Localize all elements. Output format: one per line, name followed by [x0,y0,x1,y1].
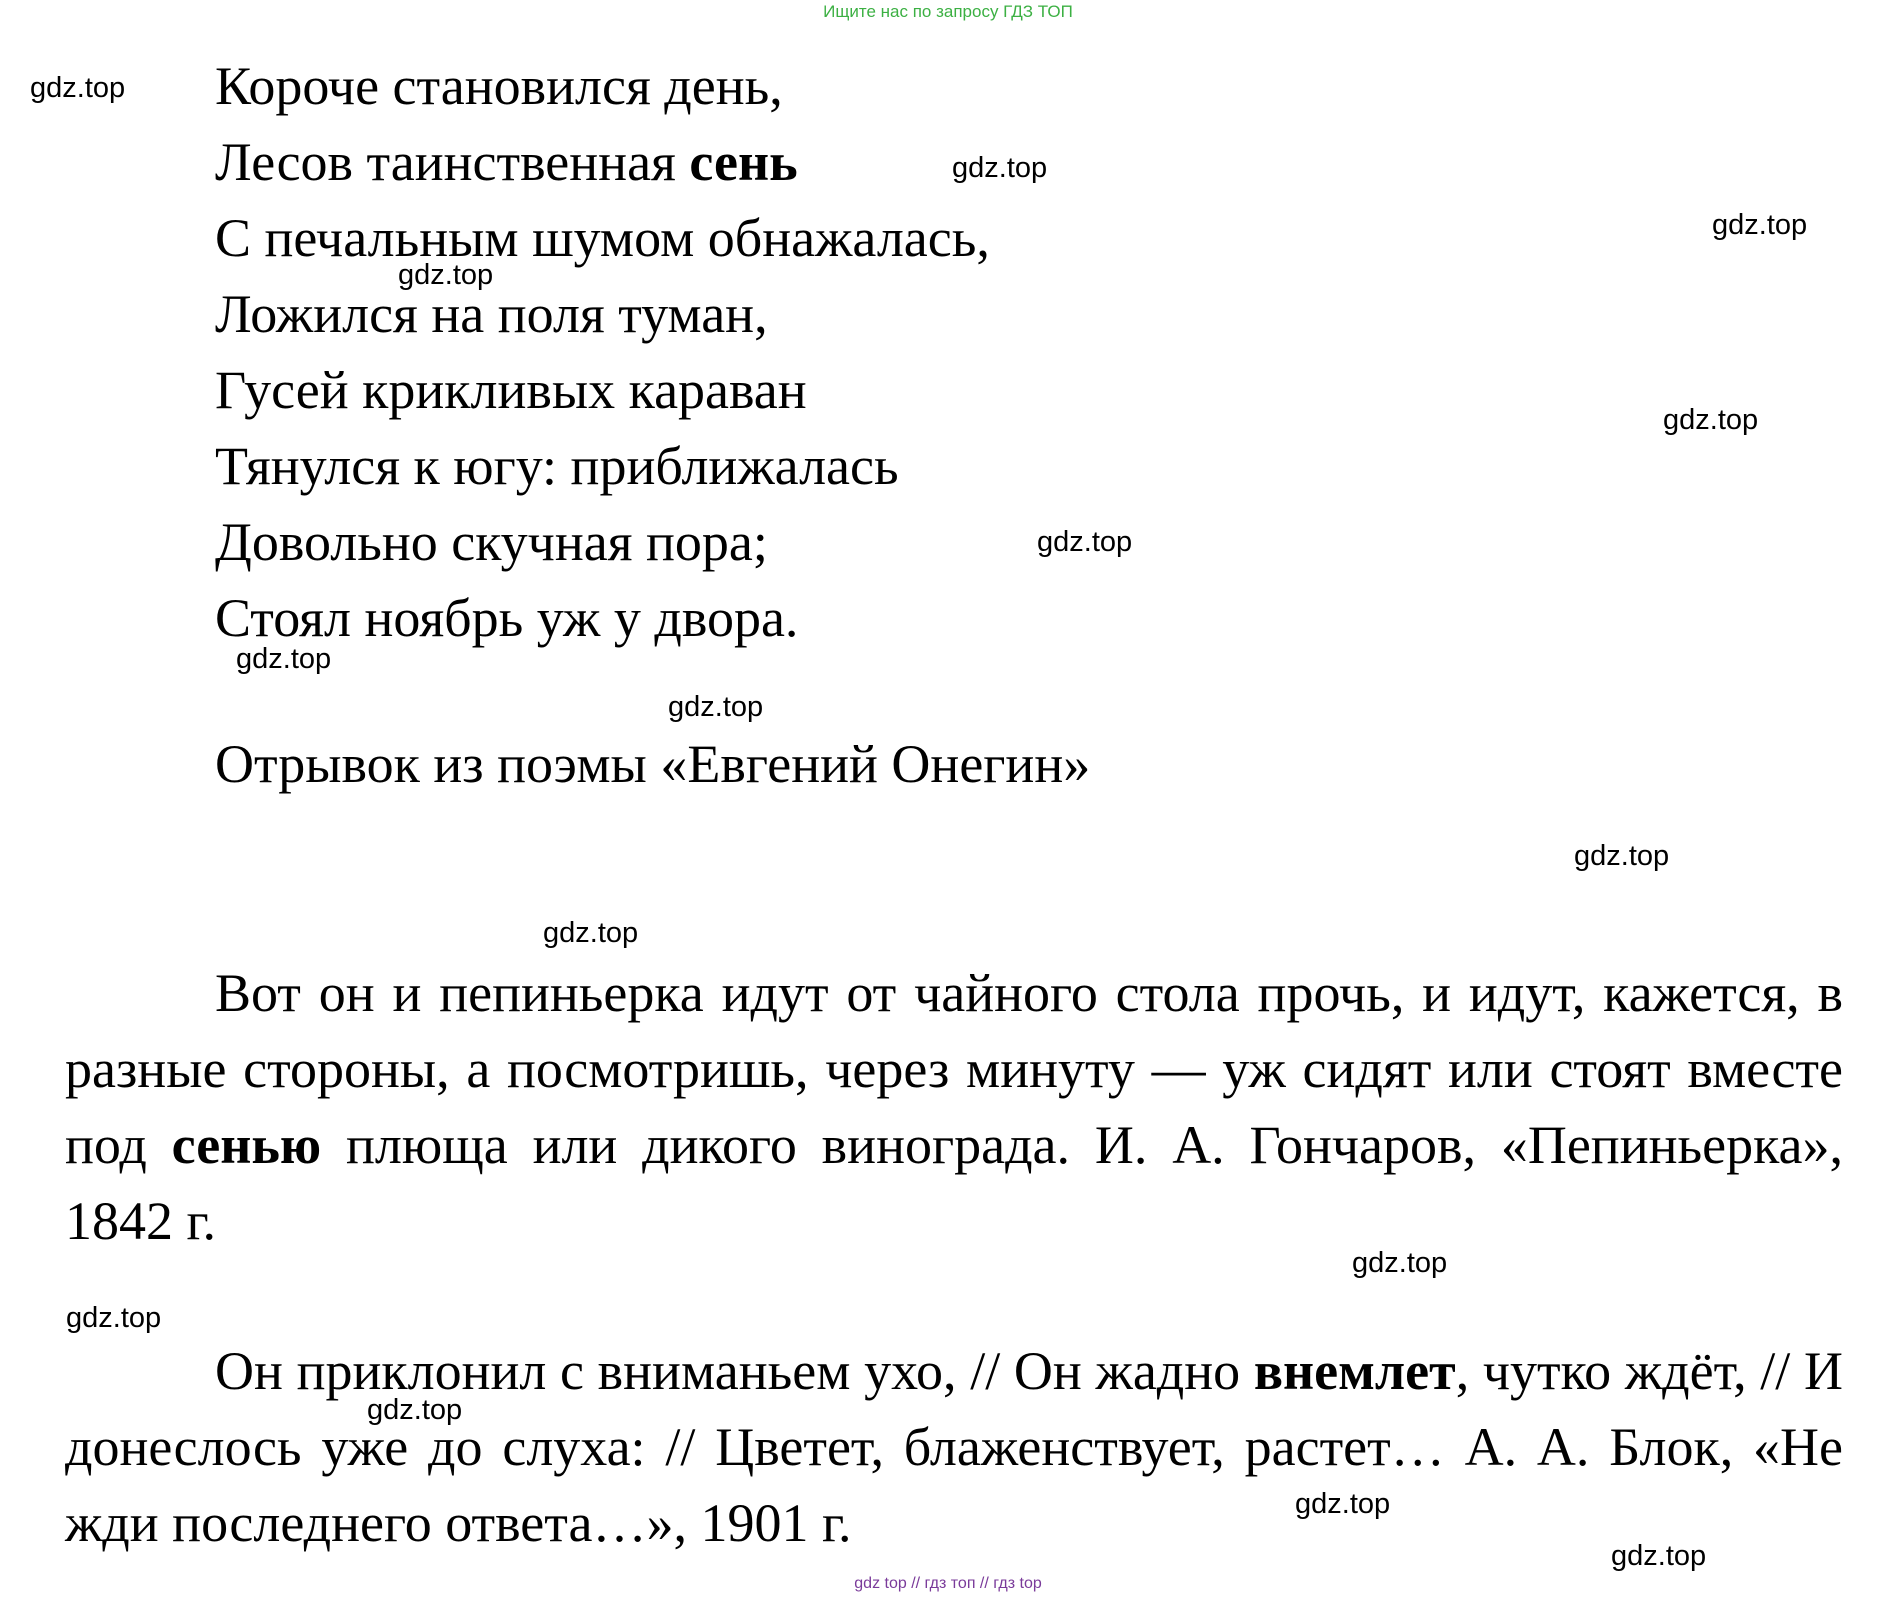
watermark: gdz.top [236,643,332,675]
highlighted-word: сень [689,132,798,192]
poem-source: Отрывок из поэмы «Евгений Онегин» [215,734,1091,794]
poem-line: Стоял ноябрь уж у двора. [215,588,799,648]
poem-line: Короче становился день, [215,56,783,116]
paragraph-text: Он приклонил с вниманьем ухо, // Он жадно [215,1341,1254,1401]
poem-line: Тянулся к югу: приближалась [215,436,899,496]
highlighted-word: внемлет [1253,1341,1456,1401]
watermark: gdz.top [1295,1488,1391,1520]
poem-excerpt [215,48,990,656]
highlighted-word: сенью [171,1115,322,1175]
paragraph-text: Вот он и пепиньерка идут от чайного стола прочь, и идут, кажется, в разные стороны, а посмотришь, через минуту — уж сидят или стоят вместе под [65,963,1843,1175]
poem-line [215,124,990,200]
watermark: gdz.top [1574,840,1670,872]
watermark: gdz.top [30,72,126,104]
footer-watermark: gdz top // гдз топ // гдз top [854,1575,1042,1592]
paragraph-text: плюща или дикого винограда. И. А. Гончаров, «Пепиньерка», 1842 г. [65,1115,1843,1251]
poem-line: Ложился на поля туман, [215,284,768,344]
watermark: gdz.top [1712,209,1808,241]
watermark: gdz.top [398,259,494,291]
search-banner: Ищите нас по запросу ГДЗ ТОП [823,2,1073,21]
poem-line: Довольно скучная пора; [215,512,768,572]
quote-paragraph-goncharov [65,955,1843,1259]
watermark: gdz.top [1037,526,1133,558]
watermark: gdz.top [66,1302,162,1334]
poem-line-text: Лесов таинственная [215,132,690,192]
watermark: gdz.top [1611,1540,1707,1572]
watermark: gdz.top [952,152,1048,184]
poem-line: Гусей крикливых караван [215,360,807,420]
watermark: gdz.top [668,691,764,723]
watermark: gdz.top [1663,404,1759,436]
poem-line: С печальным шумом обнажалась, [215,208,990,268]
paragraph-text: , чутко ждёт, // И донеслось уже до слуха: // Цветет, блаженствует, растет… А. А. Блок, «Не жди последнего ответа…», 1901 г. [65,1341,1844,1553]
watermark: gdz.top [367,1394,463,1426]
watermark: gdz.top [543,917,639,949]
quote-paragraph-blok [65,1333,1843,1561]
watermark: gdz.top [1352,1247,1448,1279]
